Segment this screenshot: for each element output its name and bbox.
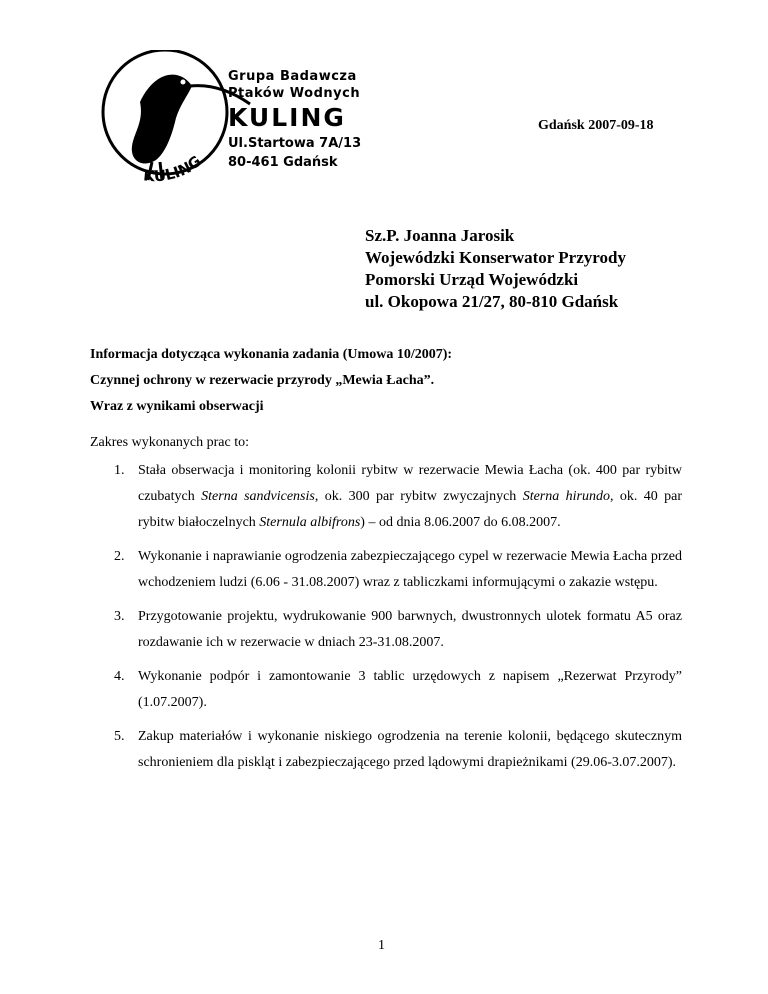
recipient-title: Wojewódzki Konserwator Przyrody: [365, 248, 626, 267]
logo-org-line1: Grupa Badawcza: [228, 69, 357, 84]
recipient-address: ul. Okopowa 21/27, 80-810 Gdańsk: [365, 292, 619, 311]
list-item-number: 1.: [114, 463, 125, 478]
task-text: Wykonanie podpór i zamontowanie 3 tablic urzędowych z napisem „Rezerwat Przyrody” (1.07.2007).: [138, 669, 682, 710]
logo-ring-text: KULING: [142, 152, 205, 186]
recipient-block: [365, 225, 626, 313]
task-text: Wykonanie i naprawianie ogrodzenia zabezpieczającego cypel w rezerwacie Mewia Łacha przed wchodzeniem ludzi (6.06 - 31.08.2007) wraz z tabliczkami informującymi o zakazie wstępu.: [138, 549, 682, 590]
task-text: , ok. 300 par rybitw zwyczajnych: [314, 489, 523, 504]
task-text: Stała obserwacja i monitoring kolonii rybitw w rezerwacie Mewia Łacha (ok. 400 par rybitw czubatych: [138, 463, 682, 504]
task-list: [90, 458, 682, 784]
list-item-number: 3.: [114, 609, 125, 624]
list-item: [90, 604, 682, 656]
task-text: Zakup materiałów i wykonanie niskiego ogrodzenia na terenie kolonii, będącego skutecznym schronieniem dla piskląt i zabezpieczającego przed lądowymi drapieżnikami (29.06-3.07.2007).: [138, 729, 682, 770]
recipient-name: Sz.P. Joanna Jarosik: [365, 226, 515, 245]
task-text: ) – od dnia 8.06.2007 do 6.08.2007.: [360, 515, 561, 530]
page-number: 1: [378, 938, 385, 953]
subject-block: [90, 342, 452, 420]
recipient-office: Pomorski Urząd Wojewódzki: [365, 270, 579, 289]
list-item: [90, 664, 682, 716]
intro-text: Zakres wykonanych prac to:: [90, 435, 249, 450]
subject-line1: Informacja dotycząca wykonania zadania (Umowa 10/2007):: [90, 347, 453, 362]
logo-address-city: 80-461 Gdańsk: [228, 155, 338, 170]
task-text: , ok. 40 par rybitw białoczelnych: [138, 489, 683, 530]
list-item-number: 5.: [114, 729, 125, 744]
task-text: Przygotowanie projektu, wydrukowanie 900 barwnych, dwustronnych ulotek formatu A5 oraz rozdawanie ich w rezerwacie w dniach 23-31.08.2007.: [138, 609, 682, 650]
logo-address-street: Ul.Startowa 7A/13: [228, 136, 362, 151]
subject-line2: Czynnej ochrony w rezerwacie przyrody „Mewia Łacha”.: [90, 373, 435, 388]
species-name: Sterna hirundo: [522, 489, 610, 504]
list-item: [90, 724, 682, 776]
letter-date: Gdańsk 2007-09-18: [538, 118, 654, 133]
logo-text-block: [228, 68, 361, 172]
logo-org-line2: Ptaków Wodnych: [228, 86, 361, 101]
species-name: Sterna sandvicensis: [201, 489, 315, 504]
species-name: Sternula albifrons: [259, 515, 361, 530]
list-item-number: 4.: [114, 669, 125, 684]
list-item: [90, 544, 682, 596]
logo-name: KULING: [228, 103, 346, 132]
list-item-number: 2.: [114, 549, 125, 564]
list-item: [90, 458, 682, 536]
subject-line3: Wraz z wynikami obserwacji: [90, 399, 264, 414]
